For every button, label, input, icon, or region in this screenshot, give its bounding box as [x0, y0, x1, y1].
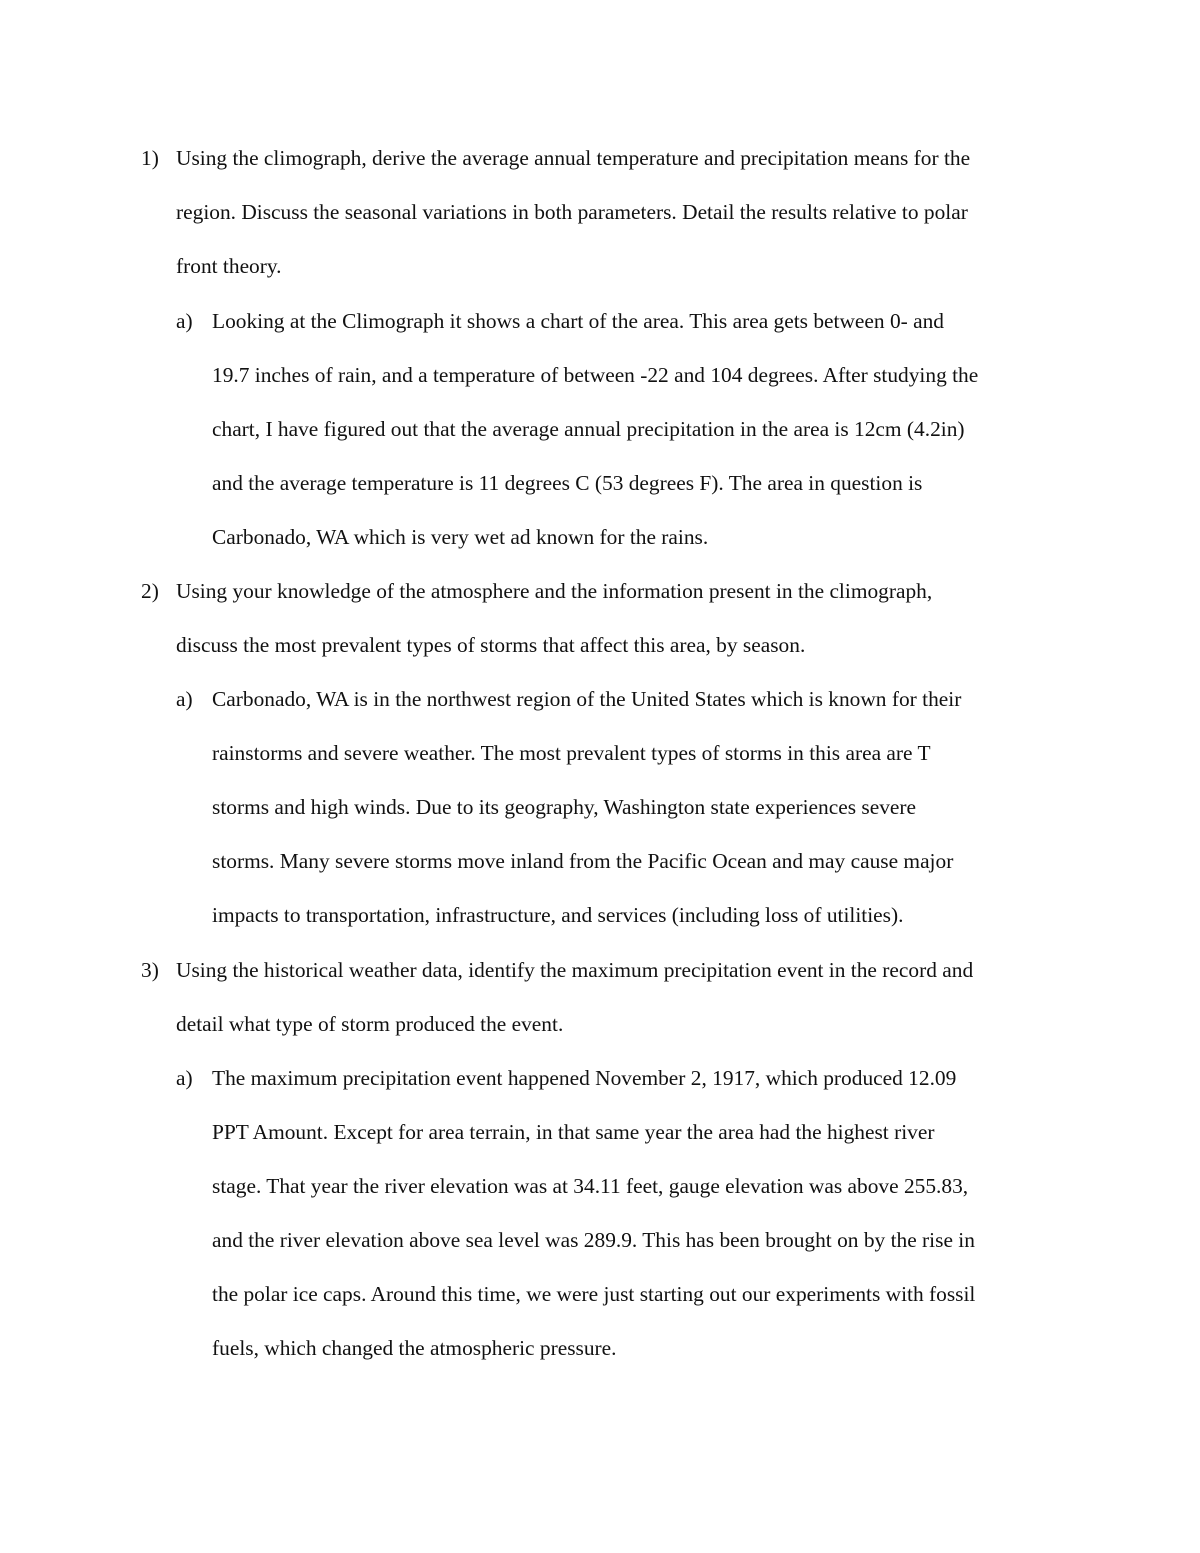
answer-text-line: fuels, which changed the atmospheric pressure.: [212, 1336, 617, 1360]
answer-text-line: rainstorms and severe weather. The most prevalent types of storms in this area are T: [212, 741, 931, 765]
answer-text-line: PPT Amount. Except for area terrain, in that same year the area had the highest river: [212, 1120, 935, 1144]
answer-text-line: Carbonado, WA which is very wet ad known for the rains.: [212, 525, 709, 549]
answer-text-line: and the average temperature is 11 degrees C (53 degrees F). The area in question is: [212, 471, 923, 495]
answer-text-line: 19.7 inches of rain, and a temperature of between -22 and 104 degrees. After studying the: [212, 363, 979, 387]
answer-text-line: chart, I have figured out that the average annual precipitation in the area is 12cm (4.2in): [212, 417, 965, 441]
answer-text-line: Looking at the Climograph it shows a chart of the area. This area gets between 0- and: [212, 309, 945, 333]
question-number: 2): [141, 579, 159, 603]
answer-text-line: The maximum precipitation event happened November 2, 1917, which produced 12.09: [212, 1066, 957, 1090]
answer-letter: a): [176, 309, 193, 333]
question-text-line: Using your knowledge of the atmosphere and the information present in the climograph,: [176, 579, 933, 603]
answer-letter: a): [176, 687, 193, 711]
question-text-line: Using the climograph, derive the average annual temperature and precipitation means for the: [176, 146, 971, 170]
question-text-line: front theory.: [176, 254, 282, 278]
question-number: 3): [141, 958, 159, 982]
answer-text-line: the polar ice caps. Around this time, we were just starting out our experiments with fossil: [212, 1282, 976, 1306]
answer-text-line: Carbonado, WA is in the northwest region of the United States which is known for their: [212, 687, 962, 711]
answer-text-line: and the river elevation above sea level was 289.9. This has been brought on by the rise in: [212, 1228, 975, 1252]
question-text-line: Using the historical weather data, identify the maximum precipitation event in the record and: [176, 958, 974, 982]
question-text-line: discuss the most prevalent types of storms that affect this area, by season.: [176, 633, 806, 657]
answer-text-line: impacts to transportation, infrastructure, and services (including loss of utilities).: [212, 903, 904, 927]
answer-text-line: storms. Many severe storms move inland from the Pacific Ocean and may cause major: [212, 849, 954, 873]
question-text-line: detail what type of storm produced the event.: [176, 1012, 564, 1036]
question-number: 1): [141, 146, 159, 170]
answer-text-line: stage. That year the river elevation was at 34.11 feet, gauge elevation was above 255.83,: [212, 1174, 969, 1198]
answer-letter: a): [176, 1066, 193, 1090]
question-text-line: region. Discuss the seasonal variations in both parameters. Detail the results relative to polar: [176, 200, 968, 224]
answer-text-line: storms and high winds. Due to its geography, Washington state experiences severe: [212, 795, 917, 819]
